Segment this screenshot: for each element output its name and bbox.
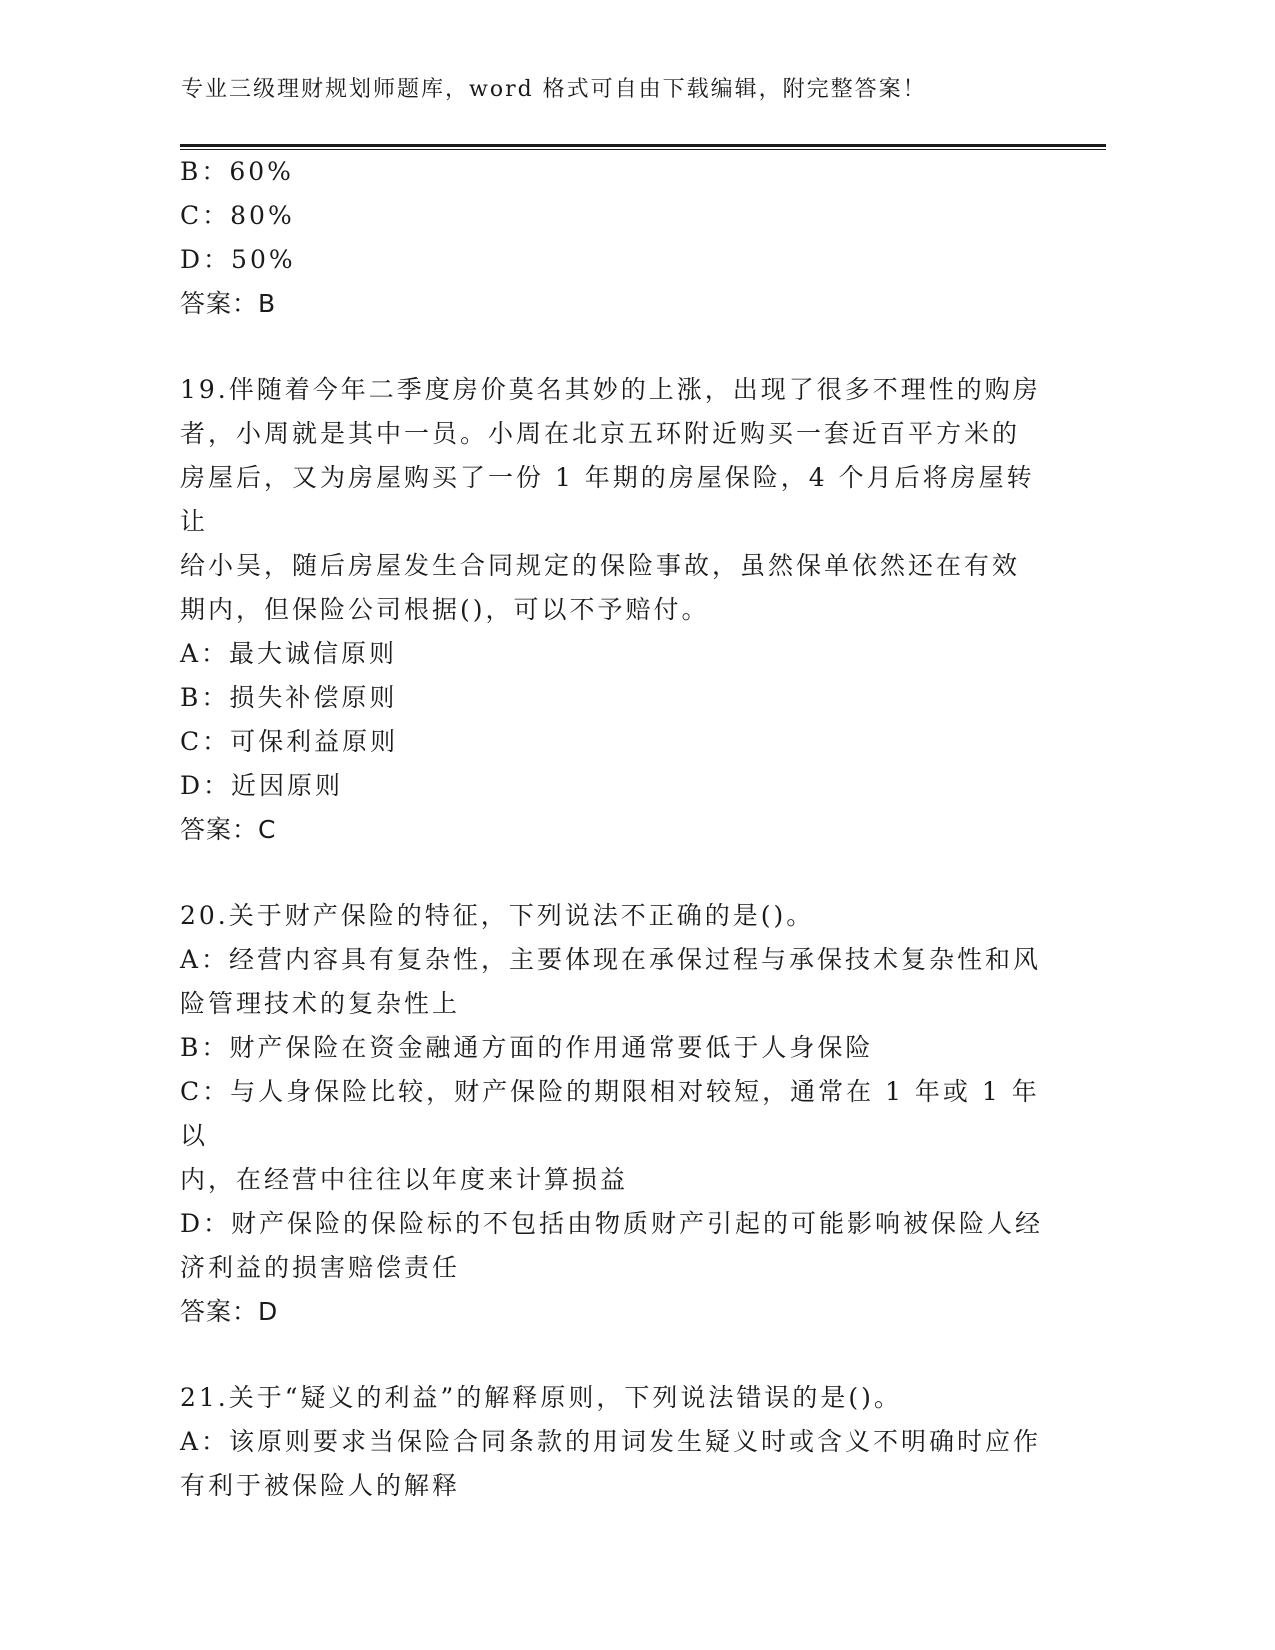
- previous-question-fragment: [180, 150, 1060, 326]
- option-a: A：最大诚信原则: [180, 639, 398, 668]
- option-c: C：80%: [180, 201, 295, 230]
- question-stem: 21.关于“疑义的利益”的解释原则，下列说法错误的是()。: [180, 1383, 902, 1412]
- spacer: [180, 326, 1060, 368]
- question-21: [180, 1376, 1060, 1508]
- question-stem: 20.关于财产保险的特征，下列说法不正确的是()。: [180, 901, 815, 930]
- option-b: B：财产保险在资金融通方面的作用通常要低于人身保险: [180, 1033, 874, 1062]
- option-a-line: 有利于被保险人的解释: [180, 1471, 461, 1500]
- option-c-line: C：与人身保险比较，财产保险的期限相对较短，通常在 1 年或 1 年以: [180, 1077, 1040, 1150]
- option-c-line: 内，在经营中往往以年度来计算损益: [180, 1165, 629, 1194]
- option-c: C：可保利益原则: [180, 727, 399, 756]
- question-content: [180, 150, 1060, 1508]
- page-header: 专业三级理财规划师题库，word 格式可自由下载编辑，附完整答案！: [181, 77, 927, 102]
- answer-line: 答案：C: [180, 815, 277, 844]
- question-stem-line: 者，小周就是其中一员。小周在北京五环附近购买一套近百平方米的: [180, 419, 1021, 448]
- question-20: [180, 894, 1060, 1334]
- question-stem-line: 期内，但保险公司根据()，可以不予赔付。: [180, 595, 710, 624]
- answer-line: 答案：B: [180, 289, 277, 318]
- question-stem-line: 房屋后，又为房屋购买了一份 1 年期的房屋保险，4 个月后将房屋转让: [180, 463, 1035, 536]
- spacer: [180, 1334, 1060, 1376]
- spacer: [180, 852, 1060, 894]
- option-a-line: 险管理技术的复杂性上: [180, 989, 461, 1018]
- option-d-line: 济利益的损害赔偿责任: [180, 1253, 461, 1282]
- option-b: B：损失补偿原则: [180, 683, 398, 712]
- question-19: [180, 368, 1060, 852]
- option-a-line: A：该原则要求当保险合同条款的用词发生疑义时或含义不明确时应作: [180, 1427, 1042, 1456]
- option-d-line: D：财产保险的保险标的不包括由物质财产引起的可能影响被保险人经: [180, 1209, 1044, 1238]
- option-b: B：60%: [180, 157, 294, 186]
- option-d: D：50%: [180, 245, 296, 274]
- option-a-line: A：经营内容具有复杂性，主要体现在承保过程与承保技术复杂性和风: [180, 945, 1042, 974]
- answer-line: 答案：D: [180, 1297, 279, 1326]
- question-stem-line: 给小吴，随后房屋发生合同规定的保险事故，虽然保单依然还在有效: [180, 551, 1021, 580]
- question-stem-line: 19.伴随着今年二季度房价莫名其妙的上涨，出现了很多不理性的购房: [180, 375, 1041, 404]
- option-d: D：近因原则: [180, 771, 344, 800]
